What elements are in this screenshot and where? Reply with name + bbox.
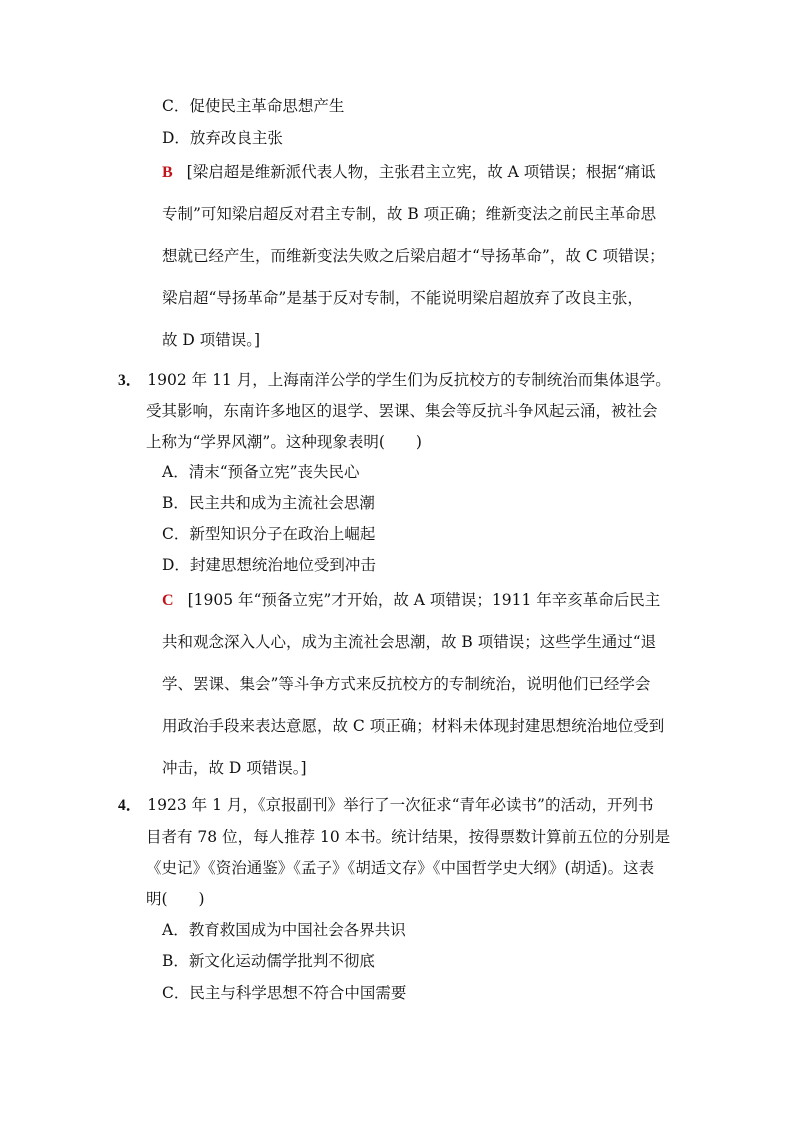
q3-explanation-text-1: [1905 年“预备立宪”才开始，故 A 项错误；1911 年辛亥革命后民主 <box>187 591 661 609</box>
q4-stem-line-2: 目者有 78 位，每人推荐 10 本书。统计结果，按得票数计算前五位的分别是 <box>146 828 671 846</box>
q2-explanation-text-1: [梁启超是维新派代表人物，主张君主立宪，故 A 项错误；根据“痛诋 <box>186 163 656 181</box>
q3-explanation-line-3: 学、罢课、集会”等斗争方式来反抗校方的专制统治，说明他们已经学会 <box>162 675 651 693</box>
q4-stem-text-1: 1923 年 1 月，《京报副刊》举行了一次征求“青年必读书”的活动，开列书 <box>147 796 654 814</box>
q2-option-c: C．促使民主革命思想产生 <box>162 97 345 115</box>
q3-explanation-line-2: 共和观念深入人心，成为主流社会思潮，故 B 项错误；这些学生通过“退 <box>162 633 657 651</box>
q3-option-b: B．民主共和成为主流社会思潮 <box>162 494 375 512</box>
q4-option-a: A．教育救国成为中国社会各界共识 <box>162 921 406 939</box>
q3-option-a: A．清末“预备立宪”丧失民心 <box>162 463 360 481</box>
q3-answer-key: C <box>162 592 174 609</box>
q3-explanation-line-5: 冲击，故 D 项错误。] <box>162 759 307 777</box>
q3-stem-line-1 <box>118 370 671 391</box>
q4-stem-line-3: 《史记》《资治通鉴》《孟子》《胡适文存》《中国哲学史大纲》(胡适)。这表 <box>146 859 655 877</box>
q2-explanation-line-3: 想就已经产生，而维新变法失败之后梁启超才“导扬革命”，故 C 项错误； <box>162 247 665 265</box>
q3-explanation-line-1 <box>162 590 660 611</box>
q3-explanation-line-4: 用政治手段来表达意愿，故 C 项正确；材料未体现封建思想统治地位受到 <box>162 717 665 735</box>
q2-explanation-line-5: 故 D 项错误。] <box>162 331 261 349</box>
q2-explanation-line-4: 梁启超“导扬革命”是基于反对专制，不能说明梁启超放弃了改良主张， <box>162 289 643 307</box>
q3-number: 3． <box>118 372 142 389</box>
q4-stem-line-4: 明( ) <box>146 890 205 908</box>
q3-stem-line-2: 受其影响，东南许多地区的退学、罢课、集会等反抗斗争风起云涌，被社会 <box>146 402 658 420</box>
q2-explanation-line-2: 专制”可知梁启超反对君主专制，故 B 项正确；维新变法之前民主革命思 <box>162 205 657 223</box>
q3-option-c: C．新型知识分子在政治上崛起 <box>162 525 376 543</box>
q3-option-d: D．封建思想统治地位受到冲击 <box>162 556 376 574</box>
q4-number: 4． <box>118 797 142 814</box>
q4-stem-line-1 <box>118 795 653 816</box>
q2-explanation-line-1 <box>162 162 656 183</box>
q3-stem-line-3: 上称为“学界风潮”。这种现象表明( ) <box>146 433 422 451</box>
q3-stem-text-1: 1902 年 11 月，上海南洋公学的学生们为反抗校方的专制统治而集体退学。 <box>147 371 671 389</box>
q4-option-b: B．新文化运动儒学批判不彻底 <box>162 952 375 970</box>
q2-option-d: D．放弃改良主张 <box>162 129 283 147</box>
q2-answer-key: B <box>162 164 173 181</box>
q4-option-c: C．民主与科学思想不符合中国需要 <box>162 984 407 1002</box>
